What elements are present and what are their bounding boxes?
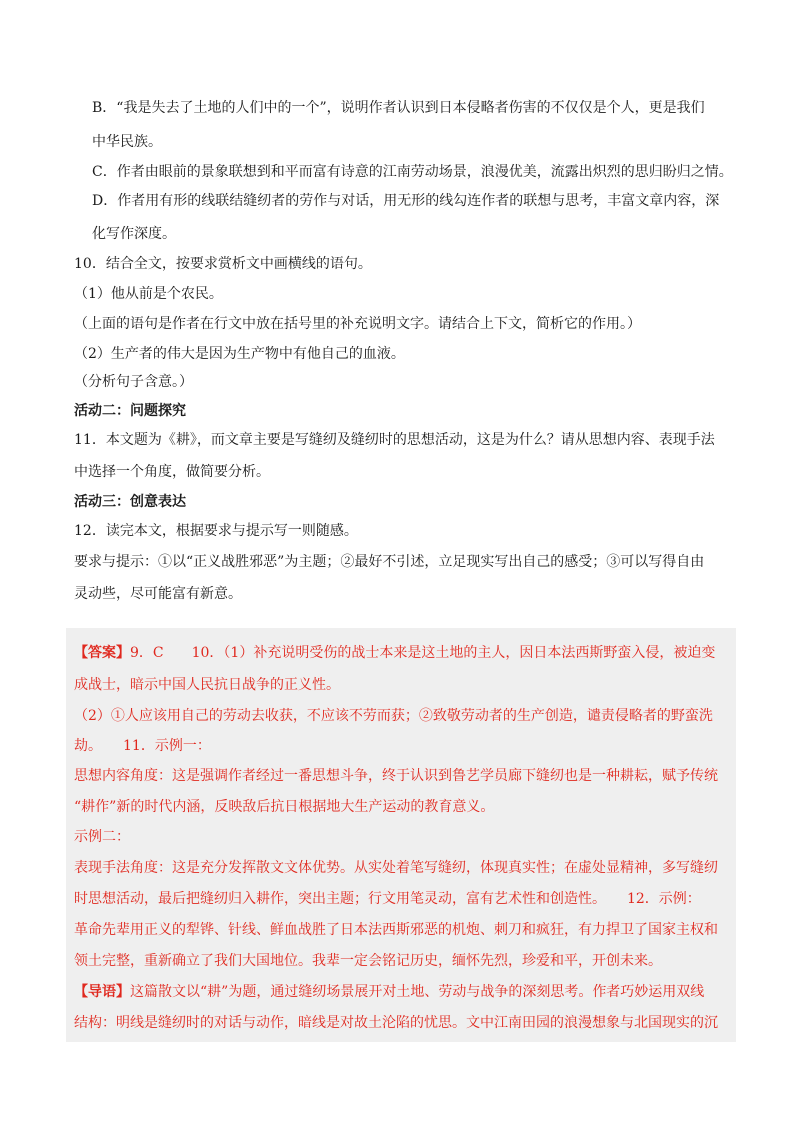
answer-tag: 【答案】 xyxy=(74,645,130,661)
answer-line-7: 示例二： xyxy=(74,829,130,845)
answer-line-11: 领土完整，重新确立了我们大国地位。我辈一定会铭记历史，缅怀先烈，珍爱和平，开创未来。 xyxy=(74,953,662,969)
answer-line-4: 劫。 11．示例一： xyxy=(74,738,211,754)
question-12-requirements2: 灵动些，尽可能富有新意。 xyxy=(74,586,242,602)
answer-text: 9．C 10．（1）补充说明受伤的战士本来是这土地的主人，因日本法西斯野蛮入侵，被迫变 xyxy=(130,645,716,661)
answer-line-12 xyxy=(74,982,704,1002)
answer-line-3: （2）①人应该用自己的劳动去收获，不应该不劳而获；②致敬劳动者的生产创造，谴责侵略者的野蛮洗 xyxy=(74,708,713,724)
option-c-line: C．作者由眼前的景象联想到和平而富有诗意的江南劳动场景，浪漫优美，流露出炽烈的思归盼归之情。 xyxy=(92,164,733,180)
answer-line-9: 时思想活动，最后把缝纫归入耕作，突出主题；行文用笔灵动，富有艺术性和创造性。 12．示例： xyxy=(74,891,701,907)
question-10-item2: （2）生产者的伟大是因为生产物中有他自己的血液。 xyxy=(74,346,405,362)
option-d-line1: D．作者用有形的线联结缝纫者的劳作与对话，用无形的线勾连作者的联想与思考，丰富文章内容，深 xyxy=(92,193,720,209)
question-10-item2-note: （分析句子含意。） xyxy=(74,374,193,390)
option-b-line2: 中华民族。 xyxy=(92,134,162,150)
answer-line-8: 表现手法角度：这是充分发挥散文文体优势。从实处着笔写缝纫，体现真实性；在虚处显精神，多写缝纫 xyxy=(74,860,718,876)
answer-line-13: 结构：明线是缝纫时的对话与动作，暗线是对故土沦陷的忧思。文中江南田园的浪漫想象与北国现实的沉 xyxy=(74,1015,718,1031)
option-d-line2: 化写作深度。 xyxy=(92,226,176,242)
option-b-line1: B．“我是失去了土地的人们中的一个”，说明作者认识到日本侵略者伤害的不仅仅是个人，更是我们 xyxy=(92,100,705,116)
answer-line-6: “耕作”新的时代内涵，反映敌后抗日根据地大生产运动的教育意义。 xyxy=(74,799,495,815)
activity-three-heading: 活动三：创意表达 xyxy=(74,494,186,510)
answer-line-1 xyxy=(74,643,715,663)
answer-line-10: 革命先辈用正义的犁铧、针线、鲜血战胜了日本法西斯邪恶的机炮、刺刀和疯狂，有力捍卫了国家主权和 xyxy=(74,922,718,938)
guide-tag: 【导语】 xyxy=(74,984,130,1000)
activity-two-heading: 活动二：问题探究 xyxy=(74,403,186,419)
question-11-line2: 中选择一个角度，做简要分析。 xyxy=(74,464,270,480)
question-12: 12．读完本文，根据要求与提示写一则随感。 xyxy=(74,523,358,539)
question-10-item1-note: （上面的语句是作者在行文中放在括号里的补充说明文字。请结合上下文，简析它的作用。） xyxy=(74,316,641,332)
question-11-line1: 11．本文题为《耕》，而文章主要是写缝纫及缝纫时的思想活动，这是为什么？请从思想内容、表现手法 xyxy=(74,432,715,448)
guide-text: 这篇散文以“耕”为题，通过缝纫场景展开对土地、劳动与战争的深刻思考。作者巧妙运用双线 xyxy=(130,984,705,1000)
question-10-item1: （1）他从前是个农民。 xyxy=(74,286,223,302)
question-12-requirements1: 要求与提示：①以“正义战胜邪恶”为主题；②最好不引述，立足现实写出自己的感受；③可以写得自由 xyxy=(74,554,705,570)
answer-line-5: 思想内容角度：这是强调作者经过一番思想斗争，终于认识到鲁艺学员廊下缝纫也是一种耕耘，赋予传统 xyxy=(74,768,718,784)
question-10: 10．结合全文，按要求赏析文中画横线的语句。 xyxy=(74,256,372,272)
answer-line-2: 成战士，暗示中国人民抗日战争的正义性。 xyxy=(74,677,340,693)
